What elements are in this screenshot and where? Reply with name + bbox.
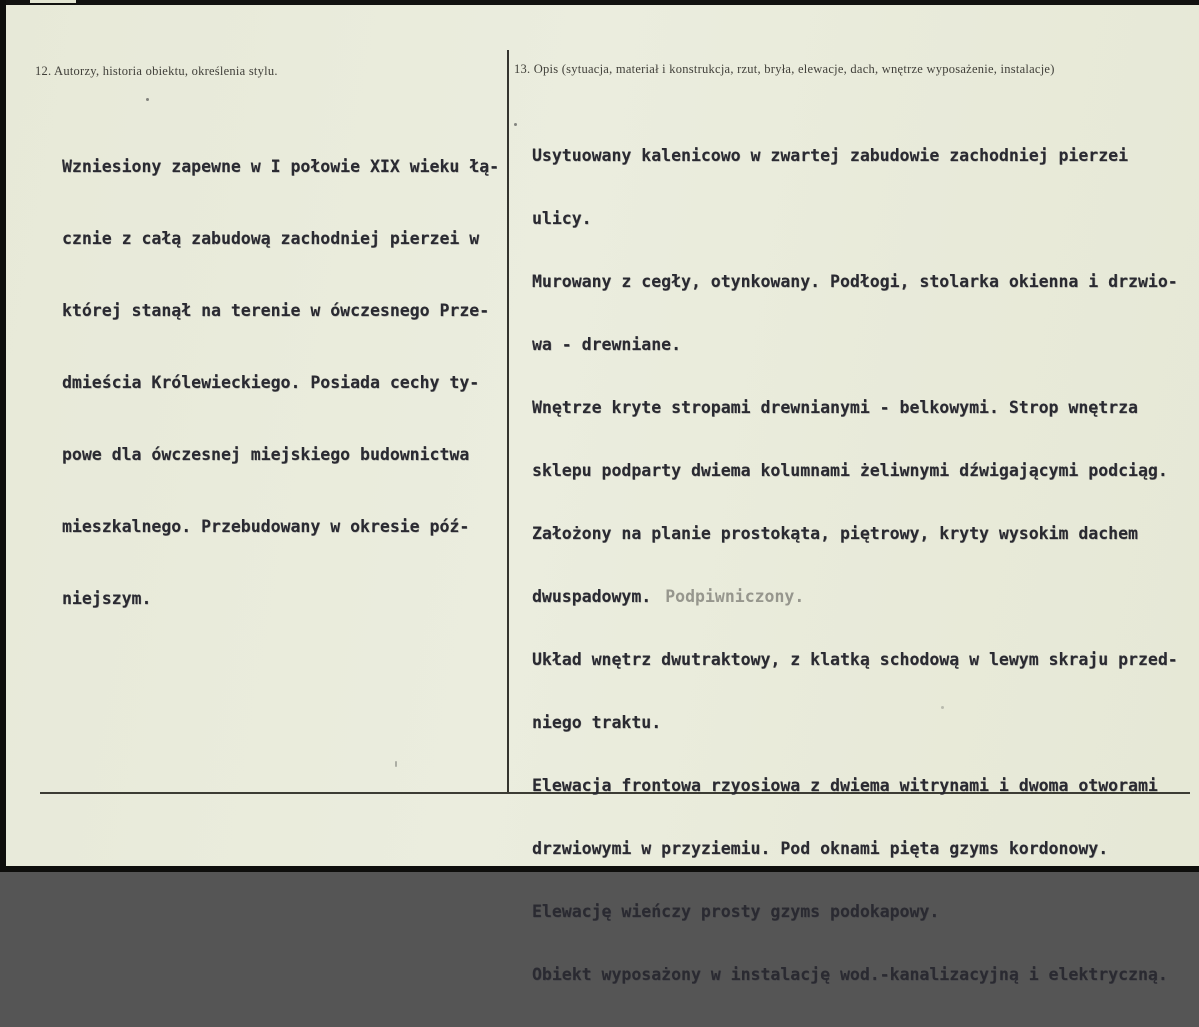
text-line: Obiekt wyposażony w instalację wod.-kanalizacyjną i elektryczną. <box>532 965 1168 984</box>
text-line: niego traktu. <box>532 713 662 732</box>
text-segment: dwuspadowym. <box>532 587 652 606</box>
text-line: Układ wnętrz dwutraktowy, z klatką schodową w lewym skraju przed- <box>532 650 1178 669</box>
paper-speck <box>514 123 517 126</box>
text-line: Wzniesiony zapewne w I połowie XIX wieku łą- <box>62 157 500 176</box>
paper-speck <box>146 98 149 101</box>
scan-edge-top <box>0 0 1199 5</box>
section-13-text <box>532 103 1178 1027</box>
scan-edge-left <box>0 0 6 872</box>
text-line: Elewację wieńczy prosty gzyms podokapowy. <box>532 902 940 921</box>
text-line-with-faded-note <box>532 586 1178 607</box>
text-line: cznie z całą zabudową zachodniej pierzei w <box>62 229 480 248</box>
text-line: której stanął na terenie w ówczesnego Prze- <box>62 301 490 320</box>
text-line: Elewacja frontowa rzyosiowa z dwiema witrynami i dwoma otworami <box>532 776 1158 795</box>
text-line: wa - drewniane. <box>532 335 682 354</box>
column-divider-rule <box>507 50 509 793</box>
text-line: sklepu podparty dwiema kolumnami żeliwnymi dźwigającymi podciąg. <box>532 461 1168 480</box>
paper-speck <box>941 706 944 709</box>
section-12-text <box>62 107 499 659</box>
text-line: ulicy. <box>532 209 592 228</box>
text-line: dmieścia Królewieckiego. Posiada cechy ty- <box>62 373 480 392</box>
section-13-heading: 13. Opis (sytuacja, materiał i konstrukcja, rzut, bryła, elewacje, dach, wnętrze wyposażenie, instalacje) <box>514 62 1055 76</box>
section-12-heading: 12. Autorzy, historia obiektu, określenia stylu. <box>35 64 278 78</box>
scan-edge-top-notch <box>30 0 76 3</box>
paper-speck <box>395 761 397 767</box>
text-line: drzwiowymi w przyziemiu. Pod oknami pięta gzyms kordonowy. <box>532 839 1109 858</box>
text-line: Usytuowany kalenicowo w zwartej zabudowie zachodniej pierzei <box>532 146 1129 165</box>
text-line: powe dla ówczesnej miejskiego budownictwa <box>62 445 470 464</box>
text-line: Murowany z cegły, otynkowany. Podłogi, stolarka okienna i drzwio- <box>532 272 1178 291</box>
text-line: Wnętrze kryte stropami drewnianymi - belkowymi. Strop wnętrza <box>532 398 1138 417</box>
text-line: mieszkalnego. Przebudowany w okresie póź- <box>62 517 470 536</box>
text-line: Założony na planie prostokąta, piętrowy, kryty wysokim dachem <box>532 524 1138 543</box>
text-line: niejszym. <box>62 589 152 608</box>
faded-typewritten-note: Podpiwniczony. <box>665 587 805 606</box>
